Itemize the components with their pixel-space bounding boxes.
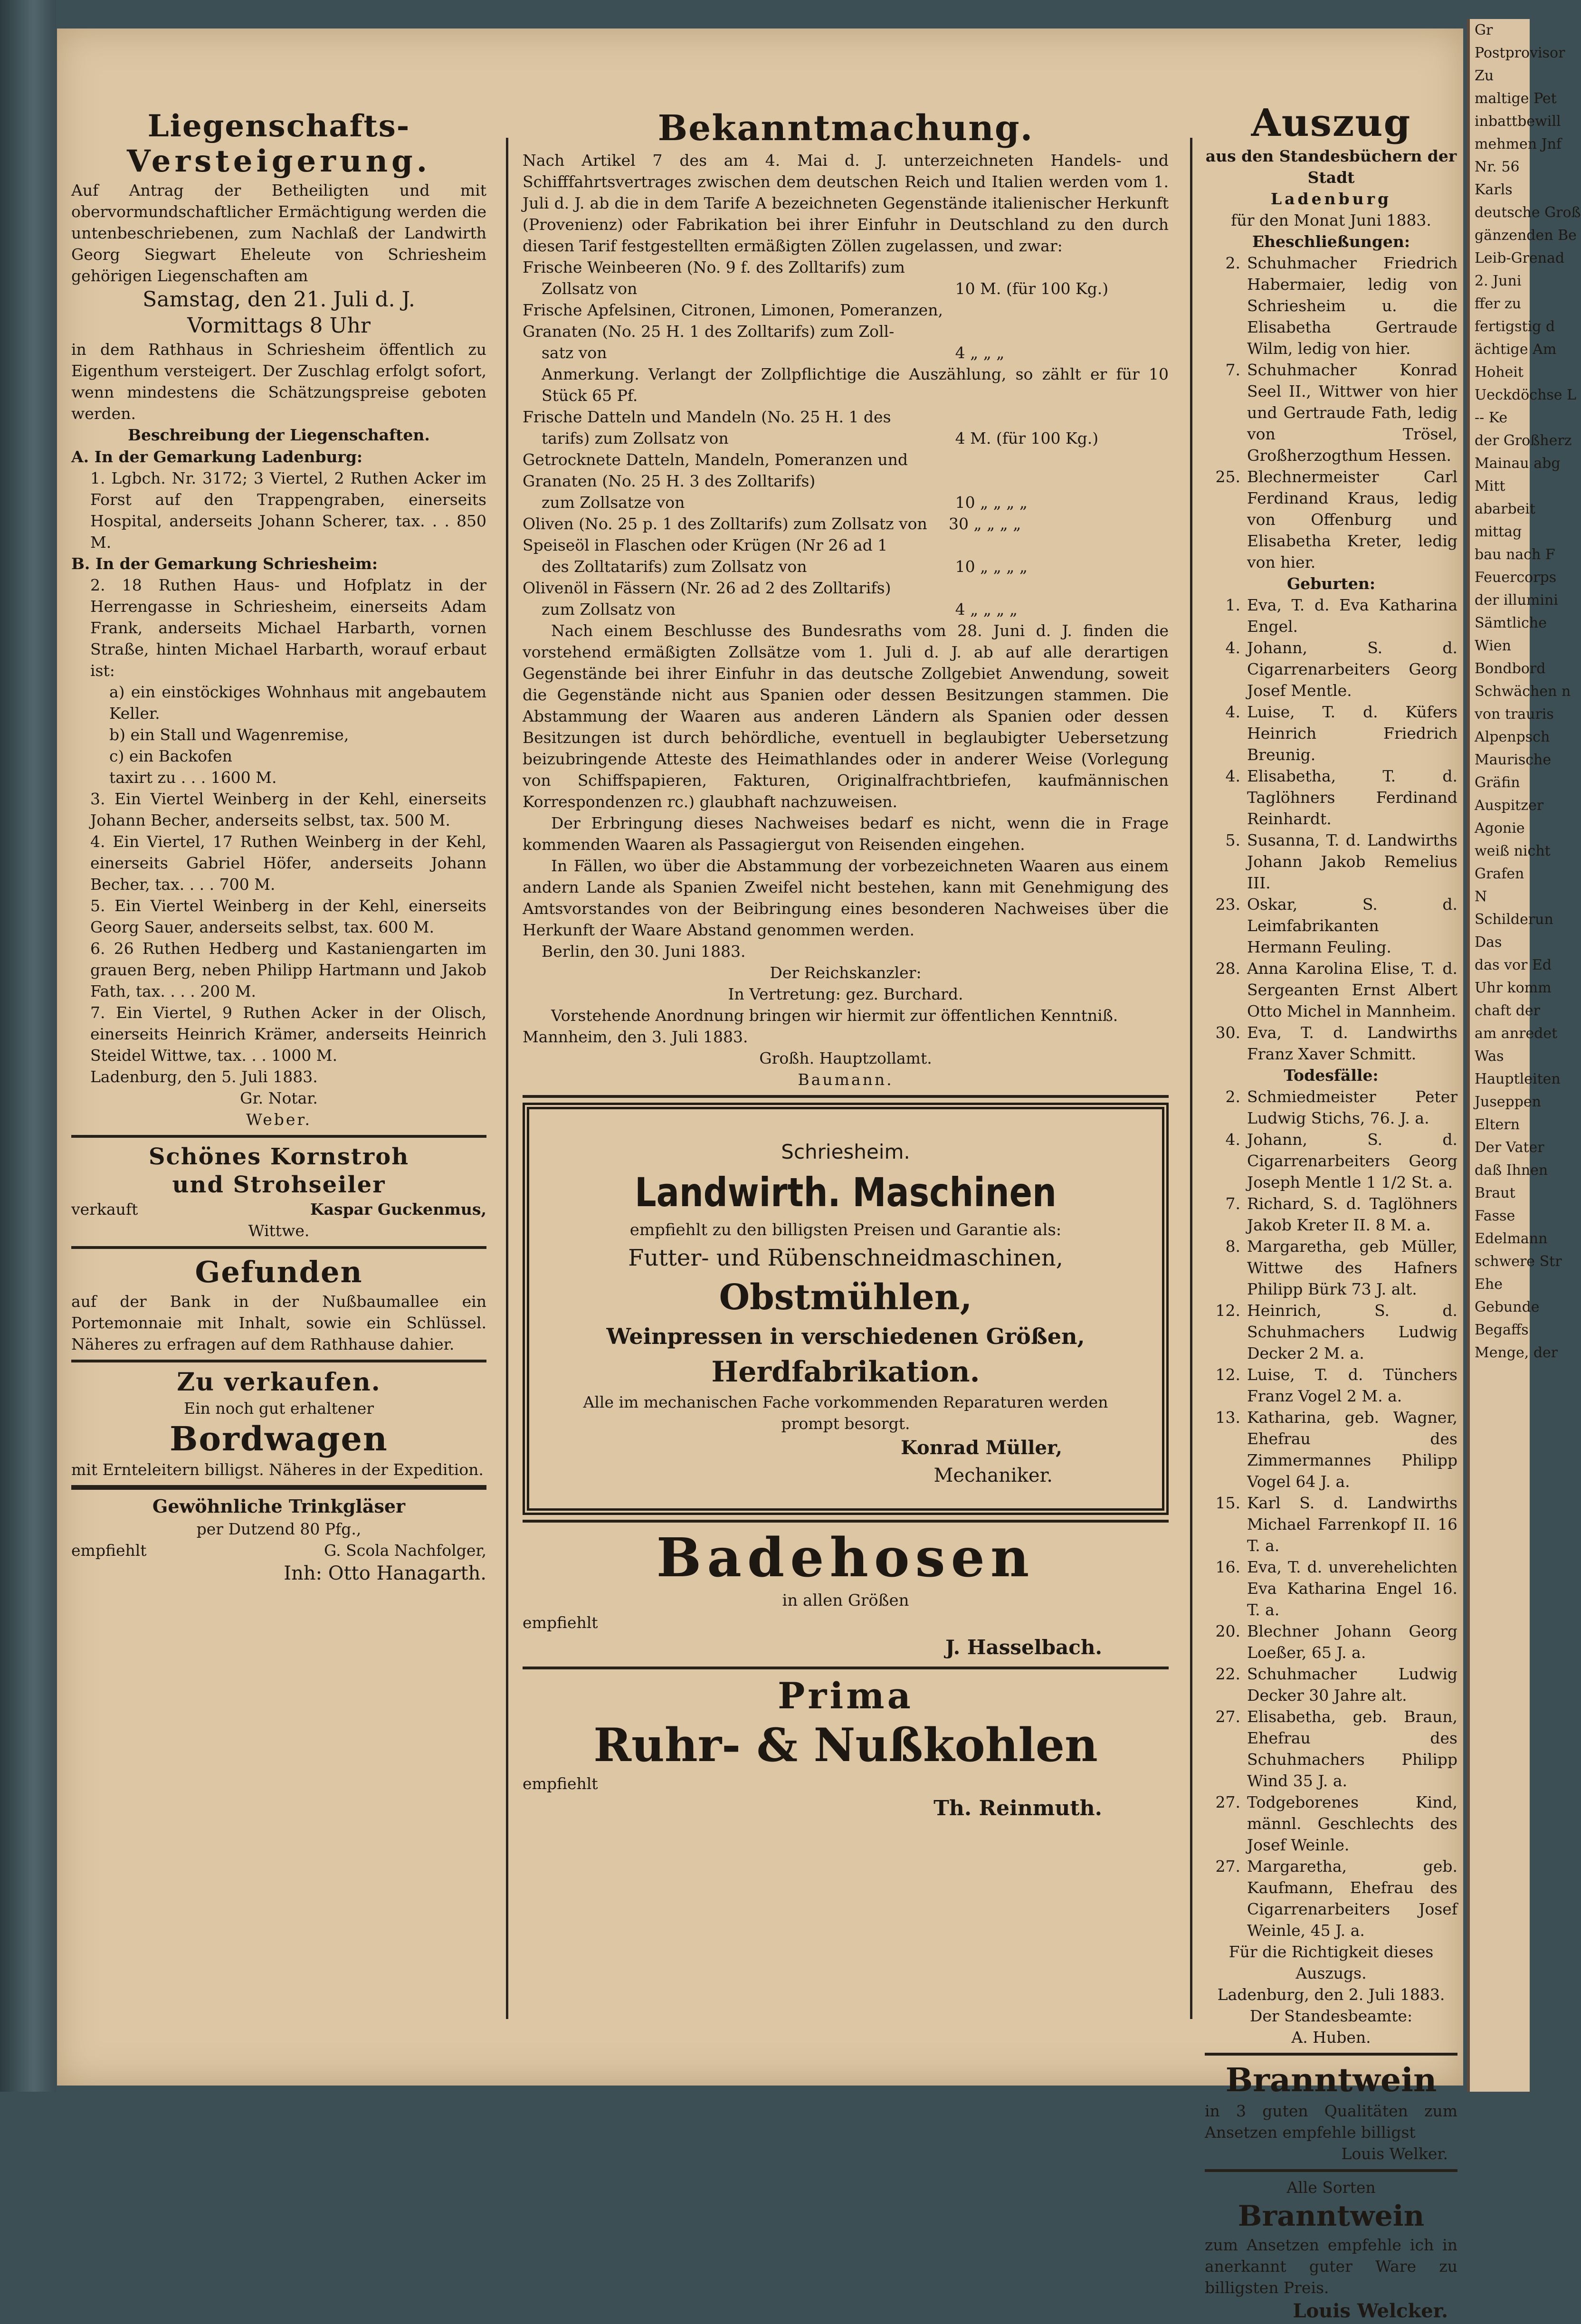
customs-signature: Baumann. xyxy=(798,1070,894,1089)
item-b2a: a) ein einstöckiges Wohnhaus mit angebautem Keller. xyxy=(109,683,486,723)
machines-item-4: Herdfabrikation. xyxy=(711,1355,980,1389)
adjacent-page-fragment: am anredet xyxy=(1475,1025,1558,1042)
adjacent-page-fragment: der illumini xyxy=(1475,592,1558,609)
adjacent-page-fragment: Braut xyxy=(1475,1185,1515,1201)
adjacent-page-fragment: Schwächen n xyxy=(1475,683,1571,700)
auction-date-2: Vormittags 8 Uhr xyxy=(187,314,371,338)
adjacent-page-fragment: maltige Pet xyxy=(1475,90,1557,107)
sale-item: Bordwagen xyxy=(170,1419,388,1458)
adjacent-page-fragment: Edelmann xyxy=(1475,1230,1548,1247)
adjacent-page-fragment: ächtige Am xyxy=(1475,341,1557,358)
bathing-name: J. Hasselbach. xyxy=(945,1636,1102,1659)
entry-text: Schuhmacher Konrad Seel II., Wittwer von hier und Gertraude Fath, ledig von Trösel, Großherzogthum Hessen. xyxy=(1247,361,1457,465)
registry-entry xyxy=(1205,1407,1457,1492)
straw-widow: Wittwe. xyxy=(248,1221,310,1240)
column-rule xyxy=(1190,138,1192,2019)
item-b2-tax: taxirt zu . . . 1600 M. xyxy=(109,768,277,787)
sale-title: Zu verkaufen. xyxy=(177,1368,381,1397)
entry-day: 5. xyxy=(1225,831,1240,849)
section-b-heading: B. In der Gemarkung Schriesheim: xyxy=(71,554,378,573)
registry-entry xyxy=(1205,958,1457,1022)
registry-entry xyxy=(1205,765,1457,829)
adjacent-page-fragment: schwere Str xyxy=(1475,1253,1562,1270)
machines-title: Landwirth. Maschinen xyxy=(635,1169,1057,1216)
tariff-row xyxy=(523,449,1169,492)
registry-sub-3: für den Monat Juni 1883. xyxy=(1231,211,1431,229)
announcement-para-5: Vorstehende Anordnung bringen wir hiermit zur öffentlichen Kenntniß. xyxy=(551,1006,1118,1025)
found-body: auf der Bank in der Nußbaumallee ein Portemonnaie mit Inhalt, sowie ein Schlüssel. Näheres zu erfragen auf dem Rathhause dahier. xyxy=(71,1292,486,1353)
adjacent-page-fragment: Gräfin xyxy=(1475,774,1520,791)
straw-title-2: und Strohseiler xyxy=(172,1172,386,1198)
adjacent-page-fragment: Grafen xyxy=(1475,866,1524,882)
marriage-list xyxy=(1205,252,1457,573)
entry-text: Elisabetha, T. d. Taglöhners Ferdinand Reinhardt. xyxy=(1247,767,1457,828)
glass-empfiehlt: empfiehlt xyxy=(71,1541,147,1560)
straw-title-1: Schönes Kornstroh xyxy=(148,1143,410,1170)
registry-entry xyxy=(1205,829,1457,894)
auction-body: in dem Rathhaus in Schriesheim öffentlich zu Eigenthum versteigert. Der Zuschlag erfolgt sofort, wenn mindestens die Schätzungspreise geboten werden. xyxy=(71,340,486,423)
entry-text: Susanna, T. d. Landwirths Johann Jakob Remelius III. xyxy=(1247,831,1457,892)
adjacent-page-fragment: mehmen Jnf xyxy=(1475,136,1562,152)
entry-text: Schuhmacher Friedrich Habermaier, ledig von Schriesheim u. die Elisabetha Gertraude Wilm, ledig von hier. xyxy=(1247,254,1457,358)
auction-intro: Auf Antrag der Betheiligten und mit obervormundschaftlicher Ermächtigung werden die untenbeschriebenen, zum Nachlaß der Landwirth Georg Siegwart Eheleute von Schriesheim gehörigen Liegenschaften am xyxy=(71,181,486,285)
registry-entry xyxy=(1205,1086,1457,1129)
registry-entry xyxy=(1205,1236,1457,1300)
machines-name: Konrad Müller, xyxy=(901,1437,1062,1459)
book-binding xyxy=(0,0,56,2092)
announcement-para-3: Der Erbringung dieses Nachweises bedarf es nicht, wenn die in Frage kommenden Waaren als Passagiergut von Reisenden eingehen. xyxy=(523,814,1169,854)
adjacent-page-fragment: Hauptleiten xyxy=(1475,1071,1561,1087)
adjacent-page-fragment: abarbeit xyxy=(1475,501,1535,517)
entry-text: Johann, S. d. Cigarrenarbeiters Georg Josef Mentle. xyxy=(1247,638,1457,700)
entry-text: Anna Karolina Elise, T. d. Sergeanten Ernst Albert Otto Michel in Mannheim. xyxy=(1247,959,1457,1020)
entry-text: Heinrich, S. d. Schuhmachers Ludwig Decker 2 M. a. xyxy=(1247,1301,1457,1362)
adjacent-page-fragment: Postprovisor xyxy=(1475,45,1565,61)
item-b2: 2. 18 Ruthen Haus- und Hofplatz in der Herrengasse in Schriesheim, einerseits Adam Frank, anderseits Michael Harbarth, vornen Straße, hinten Michael Harbarth, worauf erbaut ist: xyxy=(90,576,486,680)
tariff-item: Frische Datteln und Mandeln (No. 25 H. 1 des xyxy=(523,408,891,426)
machines-role: Mechaniker. xyxy=(933,1465,1053,1486)
glass-firm: G. Scola Nachfolger, xyxy=(324,1541,486,1560)
adjacent-page-fragment: Ehe xyxy=(1475,1276,1503,1293)
auction-title-2: Versteigerung. xyxy=(126,143,431,179)
tariff-row xyxy=(523,342,1169,363)
auction-office: Gr. Notar. xyxy=(240,1089,318,1107)
adjacent-page-fragment: -- Ke xyxy=(1475,410,1508,426)
adjacent-page-fragment: Mitt xyxy=(1475,478,1505,495)
machines-town: Schriesheim. xyxy=(781,1140,910,1163)
entry-text: Johann, S. d. Cigarrenarbeiters Georg Joseph Mentle 1 1/2 St. a. xyxy=(1247,1130,1457,1191)
tariff-item: Speiseöl in Flaschen oder Krügen (Nr 26 ad 1 xyxy=(523,536,888,554)
description-heading: Beschreibung der Liegenschaften. xyxy=(128,426,430,444)
sale-sub: Ein noch gut erhaltener xyxy=(184,1399,374,1418)
tariff-item: des Zolltatarifs) zum Zollsatz von xyxy=(542,557,807,576)
entry-day: 12. xyxy=(1215,1301,1240,1320)
tariff-item: Olivenöl in Fässern (Nr. 26 ad 2 des Zolltarifs) xyxy=(523,579,891,597)
glass-title: Gewöhnliche Trinkgläser xyxy=(152,1495,406,1517)
announcement-para-2: Nach einem Beschlusse des Bundesraths vom 28. Juni d. J. finden die vorstehend ermäßigten Zollsätze vom 1. Juli d. J. ab auf alle derartigen Gegenstände bei ihrer Einfuhr in das deutsche Zollgebiet Anwendung, soweit die Gegenstände nicht aus Spanien oder dessen Besitzungen stammen. Die Abstammung der Waaren aus anderen Ländern als Spanien oder dessen Besitzungen ist durch behördliche, eventuell in beglaubigter Uebersetzung beizubringende Atteste des Heimathlandes oder in anderer Weise (Vorlegung von Schiffspapieren, Fakturen, Originalfrachtbriefen, kaufmännischen Korrespondenzen rc.) glaubhaft nachzuweisen. xyxy=(523,621,1169,811)
registry-entry xyxy=(1205,1856,1457,1941)
adjacent-page-fragment: Menge, der xyxy=(1475,1344,1558,1361)
coal-title-1: Prima xyxy=(778,1675,914,1717)
auction-place: Ladenburg, den 5. Juli 1883. xyxy=(90,1067,318,1086)
brandy-ad2-title: Branntwein xyxy=(1238,2200,1425,2233)
adjacent-page-fragment: Agonie xyxy=(1475,820,1525,837)
newspaper-page xyxy=(57,29,1463,2322)
registry-entry xyxy=(1205,701,1457,765)
tariff-item: Oliven (No. 25 p. 1 des Zolltarifs) zum Zollsatz von xyxy=(523,514,927,533)
divider xyxy=(1205,2053,1457,2056)
divider xyxy=(71,1135,486,1138)
bathing-empfiehlt: empfiehlt xyxy=(523,1613,598,1632)
entry-day: 2. xyxy=(1225,1087,1240,1106)
glass-owner: Inh: Otto Hanagarth. xyxy=(284,1562,486,1584)
adjacent-page-fragment: Nr. 56 xyxy=(1475,159,1520,175)
registry-place: Ladenburg, den 2. Juli 1883. xyxy=(1217,1985,1445,2004)
sale-body: mit Ernteleitern billigst. Näheres in der Expedition. xyxy=(71,1460,484,1479)
item-b6: 6. 26 Ruthen Hedberg und Kastaniengarten im grauen Berg, neben Philipp Hartmann und Jakob Fath, tax. . . . 200 M. xyxy=(90,939,486,1000)
divider xyxy=(523,1667,1169,1669)
straw-seller-name: Kaspar Guckenmus, xyxy=(310,1200,486,1219)
adjacent-page-fragment: Das xyxy=(1475,934,1502,951)
entry-day: 23. xyxy=(1215,895,1240,914)
item-b2c: c) ein Backofen xyxy=(109,747,232,765)
brandy-ad2-name: Louis Welcker. xyxy=(1293,2300,1448,2322)
entry-text: Richard, S. d. Taglöhners Jakob Kreter II. 8 M. a. xyxy=(1247,1194,1457,1234)
adjacent-page-fragment: Ueckdöchse L xyxy=(1475,387,1577,403)
entry-text: Blechnermeister Carl Ferdinand Kraus, ledig von Offenburg und Elisabetha Kreter, ledig von hier. xyxy=(1247,467,1457,571)
registry-sub-2: Ladenburg xyxy=(1270,190,1392,208)
entry-day: 4. xyxy=(1225,1130,1240,1149)
tariff-row xyxy=(523,492,1169,513)
entry-text: Katharina, geb. Wagner, Ehefrau des Zimmermannes Philipp Vogel 64 J. a. xyxy=(1247,1408,1457,1491)
announcement-place-2: Mannheim, den 3. Juli 1883. xyxy=(523,1028,748,1046)
entry-text: Karl S. d. Landwirths Michael Farrenkopf II. 16 T. a. xyxy=(1247,1494,1457,1555)
registry-entry xyxy=(1205,1022,1457,1065)
item-b5: 5. Ein Viertel Weinberg in der Kehl, einerseits Georg Sauer, anderseits selbst, tax. 600 M. xyxy=(90,896,486,936)
entry-day: 1. xyxy=(1225,596,1240,614)
entry-day: 12. xyxy=(1215,1365,1240,1384)
registry-entry xyxy=(1205,1791,1457,1856)
adjacent-page-fragment: Zu xyxy=(1475,67,1494,84)
divider xyxy=(523,1095,1169,1098)
machines-body: Alle im mechanischen Fache vorkommenden Reparaturen werden prompt besorgt. xyxy=(583,1393,1108,1433)
registry-certify: Für die Richtigkeit dieses Auszugs. xyxy=(1229,1943,1434,1982)
adjacent-page-fragment: inbattbewill xyxy=(1475,113,1561,130)
brandy-ad2-sub: Alle Sorten xyxy=(1286,2178,1376,2197)
entry-text: Margaretha, geb Müller, Wittwe des Hafners Philipp Bürk 73 J. alt. xyxy=(1247,1237,1457,1298)
adjacent-page-fragment: bau nach F xyxy=(1475,546,1555,563)
adjacent-page-fragment: der Großherz xyxy=(1475,432,1572,449)
entry-day: 27. xyxy=(1215,1793,1240,1811)
tariff-value: 10 M. (für 100 Kg.) xyxy=(955,279,1109,298)
entry-day: 7. xyxy=(1225,1194,1240,1213)
tariff-item: satz von xyxy=(542,343,607,362)
machines-item-1: Futter- und Rübenschneidmaschinen, xyxy=(628,1245,1063,1271)
adjacent-page-fragment: Maurische xyxy=(1475,752,1552,768)
adjacent-page-fragment: Begaffs xyxy=(1475,1322,1529,1338)
adjacent-page-fragment: Mainau abg xyxy=(1475,455,1561,472)
tariff-item: zum Zollsatz von xyxy=(542,600,676,619)
machines-line: empfiehlt zu den billigsten Preisen und Garantie als: xyxy=(629,1220,1062,1239)
deaths-heading: Todesfälle: xyxy=(1284,1066,1379,1085)
entry-text: Luise, T. d. Küfers Heinrich Friedrich Breunig. xyxy=(1247,703,1457,764)
adjacent-page-fragment: Uhr komm xyxy=(1475,980,1552,996)
adjacent-page-fragment: Fasse xyxy=(1475,1208,1515,1224)
entry-day: 22. xyxy=(1215,1665,1240,1683)
entry-day: 25. xyxy=(1215,467,1240,486)
column-rule xyxy=(506,138,508,2019)
adjacent-page-fragment: Was xyxy=(1475,1048,1504,1065)
entry-day: 27. xyxy=(1215,1857,1240,1876)
adjacent-page-fragment: von trauris xyxy=(1475,706,1554,723)
tariff-item: zum Zollsatze von xyxy=(542,493,685,512)
registry-entry xyxy=(1205,637,1457,701)
entry-day: 4. xyxy=(1225,638,1240,657)
tariff-row xyxy=(523,534,1169,556)
registry-entry xyxy=(1205,1492,1457,1556)
adjacent-page-fragment: Hoheit xyxy=(1475,364,1524,381)
entry-text: Margaretha, geb. Kaufmann, Ehefrau des Cigarrenarbeiters Josef Weinle, 45 J. a. xyxy=(1247,1857,1457,1940)
adjacent-page-edge xyxy=(1467,19,1581,2092)
adjacent-page-fragment: Eltern xyxy=(1475,1116,1520,1133)
registry-entry xyxy=(1205,1663,1457,1706)
divider xyxy=(71,1485,486,1490)
tariff-row xyxy=(523,513,1169,534)
births-heading: Geburten: xyxy=(1286,574,1376,593)
adjacent-page-fragment: gänzenden Be xyxy=(1475,227,1577,244)
brandy-ad2-body: zum Ansetzen empfehle ich in anerkannt guter Ware zu billigsten Preis. xyxy=(1205,2236,1457,2297)
registry-sub-1: aus den Standesbüchern der Stadt xyxy=(1205,147,1457,187)
customs-office: Großh. Hauptzollamt. xyxy=(759,1049,932,1067)
registry-entry xyxy=(1205,1556,1457,1620)
tariff-row xyxy=(523,257,1169,278)
item-b7: 7. Ein Viertel, 9 Ruthen Acker in der Olisch, einerseits Heinrich Krämer, anderseits Heinrich Steidel Wittwe, tax. . . 1000 M. xyxy=(90,1003,486,1065)
tariff-row xyxy=(523,577,1169,599)
divider xyxy=(1205,2169,1457,2172)
adjacent-page-fragment: chaft der xyxy=(1475,1002,1541,1019)
item-a1: 1. Lgbch. Nr. 3172; 3 Viertel, 2 Ruthen Acker im Forst auf den Trappengraben, einerseits Hospital, anderseits Johann Scherer, tax. . . 850 M. xyxy=(90,469,486,552)
registry-entry xyxy=(1205,1300,1457,1364)
adjacent-page-fragment: Feuercorps xyxy=(1475,569,1557,586)
brandy-ad-body: in 3 guten Qualitäten zum Ansetzen empfehle billigst xyxy=(1205,2102,1457,2142)
registry-official-name: A. Huben. xyxy=(1291,2028,1371,2047)
entry-text: Schuhmacher Ludwig Decker 30 Jahre alt. xyxy=(1247,1665,1457,1705)
coal-name: Th. Reinmuth. xyxy=(933,1796,1102,1820)
adjacent-page-fragment: N xyxy=(1475,888,1487,905)
entry-day: 7. xyxy=(1225,361,1240,379)
announcement-intro: Nach Artikel 7 des am 4. Mai d. J. unterzeichneten Handels- und Schifffahrtsvertrages zwischen dem deutschen Reich und Italien werden vom 1. Juli d. J. ab die in dem Tarife A bezeichneten Gegenstände italienischer Herkunft (Provenienz) oder Fabrikation bei ihrer Einfuhr in Deutschland zu den durch diesen Tarif festgestellten ermäßigten Zöllen zugelassen, und zwar: xyxy=(523,151,1169,255)
adjacent-page-fragment: weiß nicht xyxy=(1475,843,1551,859)
tariff-item: Frische Apfelsinen, Citronen, Limonen, Pomeranzen, Granaten (No. 25 H. 1 des Zolltarifs) zum Zoll- xyxy=(523,301,943,341)
adjacent-page-fragment: mittag xyxy=(1475,524,1522,540)
adjacent-page-fragment: Schilderun xyxy=(1475,911,1553,928)
tariff-item: Zollsatz von xyxy=(542,279,638,298)
adjacent-page-fragment: Alpenpsch xyxy=(1475,729,1550,745)
item-b2b: b) ein Stall und Wagenremise, xyxy=(109,725,349,744)
adjacent-page-fragment: ffer zu xyxy=(1475,295,1522,312)
adjacent-page-fragment: Der Vater xyxy=(1475,1139,1544,1156)
glass-firm-line xyxy=(71,1540,486,1561)
tariff-item: Frische Weinbeeren (No. 9 f. des Zolltarifs) zum xyxy=(523,258,905,276)
registry-entry xyxy=(1205,1129,1457,1193)
left-column xyxy=(57,29,499,2086)
right-column xyxy=(1197,29,1463,2322)
adjacent-page-fragment: daß Ihnen xyxy=(1475,1162,1548,1179)
middle-column xyxy=(513,29,1183,2086)
chancellor-deputy: In Vertretung: gez. Burchard. xyxy=(728,985,963,1003)
auction-title-1: Liegenschafts- xyxy=(147,108,410,144)
entry-text: Eva, T. d. Eva Katharina Engel. xyxy=(1247,596,1457,636)
machines-item-2: Obstmühlen, xyxy=(719,1277,972,1318)
tariff-item: tarifs) zum Zollsatz von xyxy=(542,429,729,448)
registry-entry xyxy=(1205,894,1457,958)
tariff-value: 10 „ „ „ „ xyxy=(955,493,1028,512)
entry-day: 4. xyxy=(1225,767,1240,785)
adjacent-page-fragment: das vor Ed xyxy=(1475,957,1552,973)
death-list xyxy=(1205,1086,1457,1941)
tariff-value: 4 „ „ „ „ xyxy=(955,600,1018,619)
marriages-heading: Eheschließungen: xyxy=(1252,232,1410,251)
machines-ad xyxy=(523,1103,1169,1515)
registry-entry xyxy=(1205,359,1457,466)
entry-text: Eva, T. d. unverehelichten Eva Katharina Engel 16. T. a. xyxy=(1247,1558,1457,1619)
adjacent-page-fragment: deutsche Groß xyxy=(1475,204,1581,221)
tariff-value: 10 „ „ „ „ xyxy=(955,557,1028,576)
brandy-ad-name: Louis Welker. xyxy=(1341,2144,1448,2163)
announcement-para-4: In Fällen, wo über die Abstammung der vorbezeichneten Waaren aus einem andern Lande als Spanien Zweifel nicht bestehen, kann mit Genehmigung des Amtsvorstandes von der Beibringung eines besonderen Nachweises über die Herkunft der Waare Abstand genommen werden. xyxy=(523,857,1169,939)
tariff-row xyxy=(523,599,1169,620)
auction-signature: Weber. xyxy=(246,1110,312,1129)
divider xyxy=(523,1520,1169,1523)
adjacent-page-fragment: Leib-Grenad xyxy=(1475,250,1565,267)
tariff-row xyxy=(523,428,1169,449)
announcement-title: Bekanntmachung. xyxy=(657,108,1034,149)
adjacent-page-fragment: Sämtliche xyxy=(1475,615,1547,631)
tariff-value: 4 M. (für 100 Kg.) xyxy=(955,429,1099,448)
tariff-value: 4 „ „ „ xyxy=(955,343,1005,362)
item-b3: 3. Ein Viertel Weinberg in der Kehl, einerseits Johann Becher, anderseits selbst, tax. 500 M. xyxy=(90,790,486,829)
entry-day: 4. xyxy=(1225,703,1240,721)
registry-official: Der Standesbeamte: xyxy=(1249,2007,1413,2025)
adjacent-page-fragment: Juseppen xyxy=(1475,1094,1541,1110)
straw-seller-line xyxy=(71,1199,486,1220)
adjacent-page-fragment: Gr xyxy=(1475,22,1493,38)
found-title: Gefunden xyxy=(195,1255,363,1289)
entry-day: 20. xyxy=(1215,1622,1240,1640)
chancellor: Der Reichskanzler: xyxy=(770,963,922,982)
adjacent-page-fragment: Wien xyxy=(1475,638,1511,654)
divider xyxy=(71,1360,486,1362)
registry-title: Auszug xyxy=(1251,100,1411,145)
registry-entry xyxy=(1205,594,1457,637)
adjacent-page-fragment: 2. Juni xyxy=(1475,273,1522,289)
tariff-note: Anmerkung. Verlangt der Zollpflichtige die Auszählung, so zählt er für 10 Stück 65 Pf. xyxy=(542,365,1169,405)
entry-day: 27. xyxy=(1215,1707,1240,1726)
registry-entry xyxy=(1205,1620,1457,1663)
item-b4: 4. Ein Viertel, 17 Ruthen Weinberg in der Kehl, einerseits Gabriel Höfer, anderseits Johann Becher, tax. . . . 700 M. xyxy=(90,832,486,894)
adjacent-page-fragment: fertigstig d xyxy=(1475,318,1555,335)
bathing-sub: in allen Größen xyxy=(782,1591,909,1610)
registry-entry xyxy=(1205,1364,1457,1407)
entry-text: Luise, T. d. Tünchers Franz Vogel 2 M. a. xyxy=(1247,1365,1457,1405)
tariff-value: 30 „ „ „ „ xyxy=(949,514,1021,533)
entry-day: 15. xyxy=(1215,1494,1240,1512)
glass-price: per Dutzend 80 Pfg., xyxy=(196,1520,362,1538)
entry-text: Eva, T. d. Landwirths Franz Xaver Schmitt. xyxy=(1247,1023,1457,1063)
entry-text: Schmiedmeister Peter Ludwig Stichs, 76. J. a. xyxy=(1247,1087,1457,1127)
entry-day: 2. xyxy=(1225,254,1240,272)
machines-item-3: Weinpressen in verschiedenen Größen, xyxy=(606,1324,1085,1349)
entry-text: Oskar, S. d. Leimfabrikanten Hermann Feuling. xyxy=(1247,895,1457,956)
entry-day: 13. xyxy=(1215,1408,1240,1427)
section-a-heading: A. In der Gemarkung Ladenburg: xyxy=(71,448,363,466)
bathing-title: Badehosen xyxy=(656,1527,1035,1589)
entry-text: Blechner Johann Georg Loeßer, 65 J. a. xyxy=(1247,1622,1457,1662)
entry-day: 30. xyxy=(1215,1023,1240,1042)
registry-entry xyxy=(1205,252,1457,359)
auction-date-1: Samstag, den 21. Juli d. J. xyxy=(143,287,415,312)
entry-text: Elisabetha, geb. Braun, Ehefrau des Schuhmachers Philipp Wind 35 J. a. xyxy=(1247,1707,1457,1790)
tariff-row xyxy=(523,278,1169,299)
adjacent-page-fragment: Bondbord xyxy=(1475,660,1546,677)
straw-verkauft: verkauft xyxy=(71,1200,138,1219)
tariff-row xyxy=(523,299,1169,342)
entry-text: Todgeborenes Kind, männl. Geschlechts des Josef Weinle. xyxy=(1247,1793,1457,1854)
coal-title-2: Ruhr- & Nußkohlen xyxy=(593,1718,1098,1772)
adjacent-page-fragment: Karls xyxy=(1475,181,1513,198)
brandy-ad-title: Branntwein xyxy=(1225,2061,1437,2099)
tariff-row xyxy=(523,406,1169,428)
tariff-row xyxy=(523,556,1169,577)
tariff-item: Getrocknete Datteln, Mandeln, Pomeranzen und Granaten (No. 25 H. 3 des Zolltarifs) xyxy=(523,450,908,490)
adjacent-page-fragment: Gebunde xyxy=(1475,1299,1540,1315)
registry-entry xyxy=(1205,466,1457,573)
registry-entry xyxy=(1205,1193,1457,1236)
announcement-place: Berlin, den 30. Juni 1883. xyxy=(542,942,746,961)
coal-empfiehlt: empfiehlt xyxy=(523,1774,598,1793)
birth-list xyxy=(1205,594,1457,1065)
adjacent-page-fragment: Auspitzer xyxy=(1475,797,1544,814)
entry-day: 8. xyxy=(1225,1237,1240,1256)
registry-entry xyxy=(1205,1706,1457,1791)
divider xyxy=(71,1246,486,1249)
entry-day: 16. xyxy=(1215,1558,1240,1576)
entry-day: 28. xyxy=(1215,959,1240,978)
